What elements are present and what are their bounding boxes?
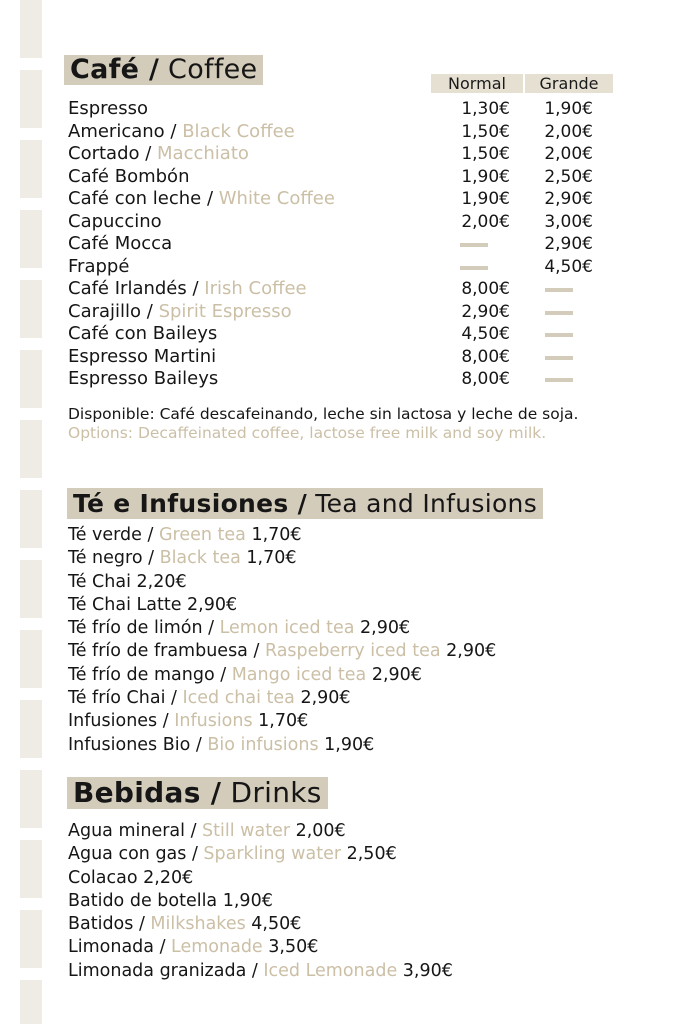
- drinks-section-heading: [67, 777, 328, 809]
- item-price: 1,70€: [252, 711, 309, 732]
- tea-item: [68, 547, 496, 570]
- price-normal: 1,30€: [461, 99, 510, 119]
- tea-item: [68, 734, 496, 757]
- item-price: 3,50€: [262, 937, 319, 958]
- item-name-en: Lemon iced tea: [219, 618, 355, 639]
- item-name-en: Bio infusions: [207, 734, 319, 755]
- price-grande: 2,90€: [544, 234, 593, 254]
- item-name-es: Capuccino: [68, 210, 162, 232]
- item-separator: /: [154, 937, 172, 958]
- drink-item: [68, 820, 453, 843]
- coffee-heading-en: Coffee: [168, 54, 258, 85]
- drinks-heading-es: Bebidas /: [73, 776, 222, 809]
- item-name-es: Té Chai Latte: [68, 594, 182, 615]
- drink-item: [68, 913, 453, 936]
- item-price: 2,90€: [440, 641, 497, 662]
- drink-item: [68, 890, 453, 913]
- item-name-en: Iced chai tea: [182, 688, 295, 709]
- item-price: 2,90€: [294, 688, 351, 709]
- unavailable-dash-icon: [545, 288, 573, 292]
- tea-heading-en: Tea and Infusions: [315, 489, 538, 518]
- item-separator: /: [139, 143, 158, 164]
- tea-item: [68, 524, 496, 547]
- tea-item: [68, 617, 496, 640]
- drink-item: [68, 843, 453, 866]
- item-separator: /: [141, 525, 159, 545]
- coffee-item: [68, 255, 593, 279]
- item-name-en: Raspeberry iced tea: [264, 641, 441, 662]
- item-name-es: Café Bombón: [68, 165, 190, 187]
- coffee-item: [68, 323, 510, 346]
- item-price: 2,50€: [341, 844, 397, 865]
- coffee-list: [68, 98, 593, 391]
- tea-item: [68, 710, 496, 733]
- item-price: 2,00€: [290, 821, 346, 841]
- item-name-en: Spirit Espresso: [158, 300, 292, 322]
- coffee-item: [68, 210, 593, 234]
- item-name-es: Café Irlandés: [68, 278, 187, 299]
- item-name-es: Agua con gas: [68, 844, 187, 865]
- item-name-es: Americano: [68, 120, 165, 142]
- item-separator: /: [186, 278, 205, 299]
- item-separator: /: [185, 821, 203, 841]
- drinks-list: [68, 820, 453, 983]
- item-name-es: Espresso Martini: [68, 345, 217, 367]
- item-separator: /: [164, 120, 183, 142]
- item-price: 2,90€: [181, 594, 238, 615]
- item-separator: /: [141, 300, 159, 322]
- item-name-en: Black tea: [159, 548, 241, 569]
- item-separator: /: [247, 641, 265, 662]
- item-name-en: Black Coffee: [182, 120, 295, 142]
- coffee-item: [68, 345, 510, 369]
- unavailable-dash-icon: [545, 378, 573, 382]
- drink-item: [68, 960, 453, 983]
- item-separator: /: [186, 844, 204, 865]
- coffee-item: [68, 98, 593, 121]
- item-separator: /: [157, 711, 175, 732]
- tea-heading-es: Té e Infusiones /: [73, 489, 308, 518]
- drinks-heading-en: Drinks: [230, 776, 322, 809]
- item-name-es: Frappé: [68, 255, 130, 277]
- coffee-item: [68, 368, 510, 391]
- item-separator: /: [142, 548, 160, 569]
- item-name-en: Lemonade: [171, 937, 263, 958]
- item-name-es: Carajillo: [68, 300, 142, 322]
- item-name-en: Mango iced tea: [231, 664, 367, 685]
- item-name-es: Té frío de limón: [68, 618, 203, 639]
- unavailable-dash-icon: [545, 333, 573, 337]
- tea-section-heading: [67, 488, 543, 519]
- options-note-es: Disponible: Café descafeinando, leche sin lactosa y leche de soja.: [68, 405, 579, 423]
- price-normal: 1,90€: [461, 166, 510, 187]
- coffee-item: [68, 233, 593, 256]
- item-name-en: Milkshakes: [150, 914, 246, 935]
- column-header-grande: Grande: [525, 74, 613, 93]
- item-name-en: White Coffee: [218, 188, 335, 209]
- item-name-en: Macchiato: [157, 143, 249, 164]
- tea-item: [68, 571, 496, 594]
- coffee-item: [68, 120, 593, 144]
- item-price: 1,90€: [217, 890, 273, 911]
- price-normal: 1,50€: [461, 144, 510, 164]
- item-separator: /: [202, 618, 220, 639]
- item-name-es: Té Chai: [68, 571, 131, 592]
- item-name-en: Still water: [202, 821, 291, 841]
- unavailable-dash-icon: [545, 356, 573, 360]
- item-name-en: Infusions: [174, 711, 253, 732]
- coffee-item: [68, 143, 593, 166]
- item-separator: /: [190, 734, 208, 755]
- item-separator: /: [214, 664, 232, 685]
- column-header-normal: Normal: [431, 74, 523, 93]
- price-grande: 2,00€: [544, 121, 593, 142]
- coffee-options-note: [68, 405, 628, 443]
- item-name-es: Infusiones Bio: [68, 734, 191, 755]
- item-name-es: Espresso Baileys: [68, 368, 219, 389]
- item-name-es: Espresso: [68, 98, 149, 119]
- item-name-es: Batido de botella: [68, 890, 218, 911]
- item-name-es: Té negro: [68, 548, 143, 569]
- unavailable-dash-icon: [460, 243, 488, 247]
- price-grande: 2,90€: [544, 189, 593, 209]
- item-name-es: Agua mineral: [68, 821, 186, 841]
- item-separator: /: [165, 688, 183, 709]
- price-grande: 3,00€: [544, 211, 593, 232]
- tea-list: [68, 524, 496, 757]
- item-name-en: Irish Coffee: [204, 278, 307, 299]
- coffee-item: [68, 300, 510, 324]
- item-separator: /: [246, 960, 264, 981]
- coffee-section-heading: [64, 55, 263, 85]
- item-separator: /: [201, 188, 219, 209]
- item-name-es: Limonada granizada: [68, 960, 247, 981]
- item-name-en: Sparkling water: [203, 844, 342, 865]
- item-price: 1,70€: [240, 548, 297, 569]
- price-grande: 1,90€: [544, 99, 593, 119]
- price-normal: 2,90€: [461, 301, 510, 322]
- item-price: 2,20€: [137, 867, 194, 888]
- price-grande: 2,50€: [544, 166, 593, 187]
- item-name-es: Infusiones: [68, 711, 158, 732]
- item-name-es: Té verde: [68, 525, 142, 545]
- unavailable-dash-icon: [545, 311, 573, 315]
- unavailable-dash-icon: [460, 266, 488, 270]
- price-normal: 1,90€: [461, 189, 510, 209]
- price-normal: 1,50€: [461, 121, 510, 142]
- item-price: 1,70€: [245, 525, 302, 545]
- item-price: 1,90€: [318, 734, 375, 755]
- coffee-heading-es: Café /: [70, 54, 160, 85]
- item-name-es: Té frío Chai: [68, 688, 166, 709]
- item-name-es: Café con Baileys: [68, 323, 218, 344]
- drink-item: [68, 867, 453, 890]
- coffee-item: [68, 278, 510, 301]
- coffee-item: [68, 165, 593, 189]
- price-grande: 4,50€: [544, 256, 593, 277]
- item-name-es: Té frío de frambuesa: [68, 641, 248, 662]
- item-separator: /: [133, 914, 151, 935]
- item-price: 2,20€: [130, 571, 187, 592]
- item-name-es: Café Mocca: [68, 233, 173, 254]
- item-name-es: Limonada: [68, 937, 155, 958]
- item-price: 3,90€: [397, 960, 453, 981]
- item-price: 4,50€: [245, 914, 302, 935]
- tea-item: [68, 640, 496, 663]
- tea-item: [68, 664, 496, 687]
- item-name-es: Cortado: [68, 143, 140, 164]
- item-name-en: Iced Lemonade: [263, 960, 398, 981]
- coffee-item: [68, 188, 593, 211]
- price-grande: 2,00€: [544, 144, 593, 164]
- item-name-es: Batidos: [68, 914, 134, 935]
- price-normal: 4,50€: [461, 324, 510, 344]
- options-note-en: Options: Decaffeinated coffee, lactose free milk and soy milk.: [68, 424, 547, 442]
- price-normal: 2,00€: [461, 211, 510, 232]
- price-normal: 8,00€: [461, 279, 510, 299]
- item-name-es: Té frío de mango: [68, 664, 215, 685]
- item-price: 2,90€: [354, 618, 411, 639]
- tea-item: [68, 687, 496, 710]
- item-price: 2,90€: [366, 664, 422, 685]
- drink-item: [68, 936, 453, 959]
- item-name-es: Colacao: [68, 867, 138, 888]
- item-name-en: Green tea: [158, 525, 246, 545]
- item-name-es: Café con leche: [68, 188, 202, 209]
- price-normal: 8,00€: [461, 346, 510, 367]
- tea-item: [68, 594, 496, 617]
- price-normal: 8,00€: [461, 369, 510, 389]
